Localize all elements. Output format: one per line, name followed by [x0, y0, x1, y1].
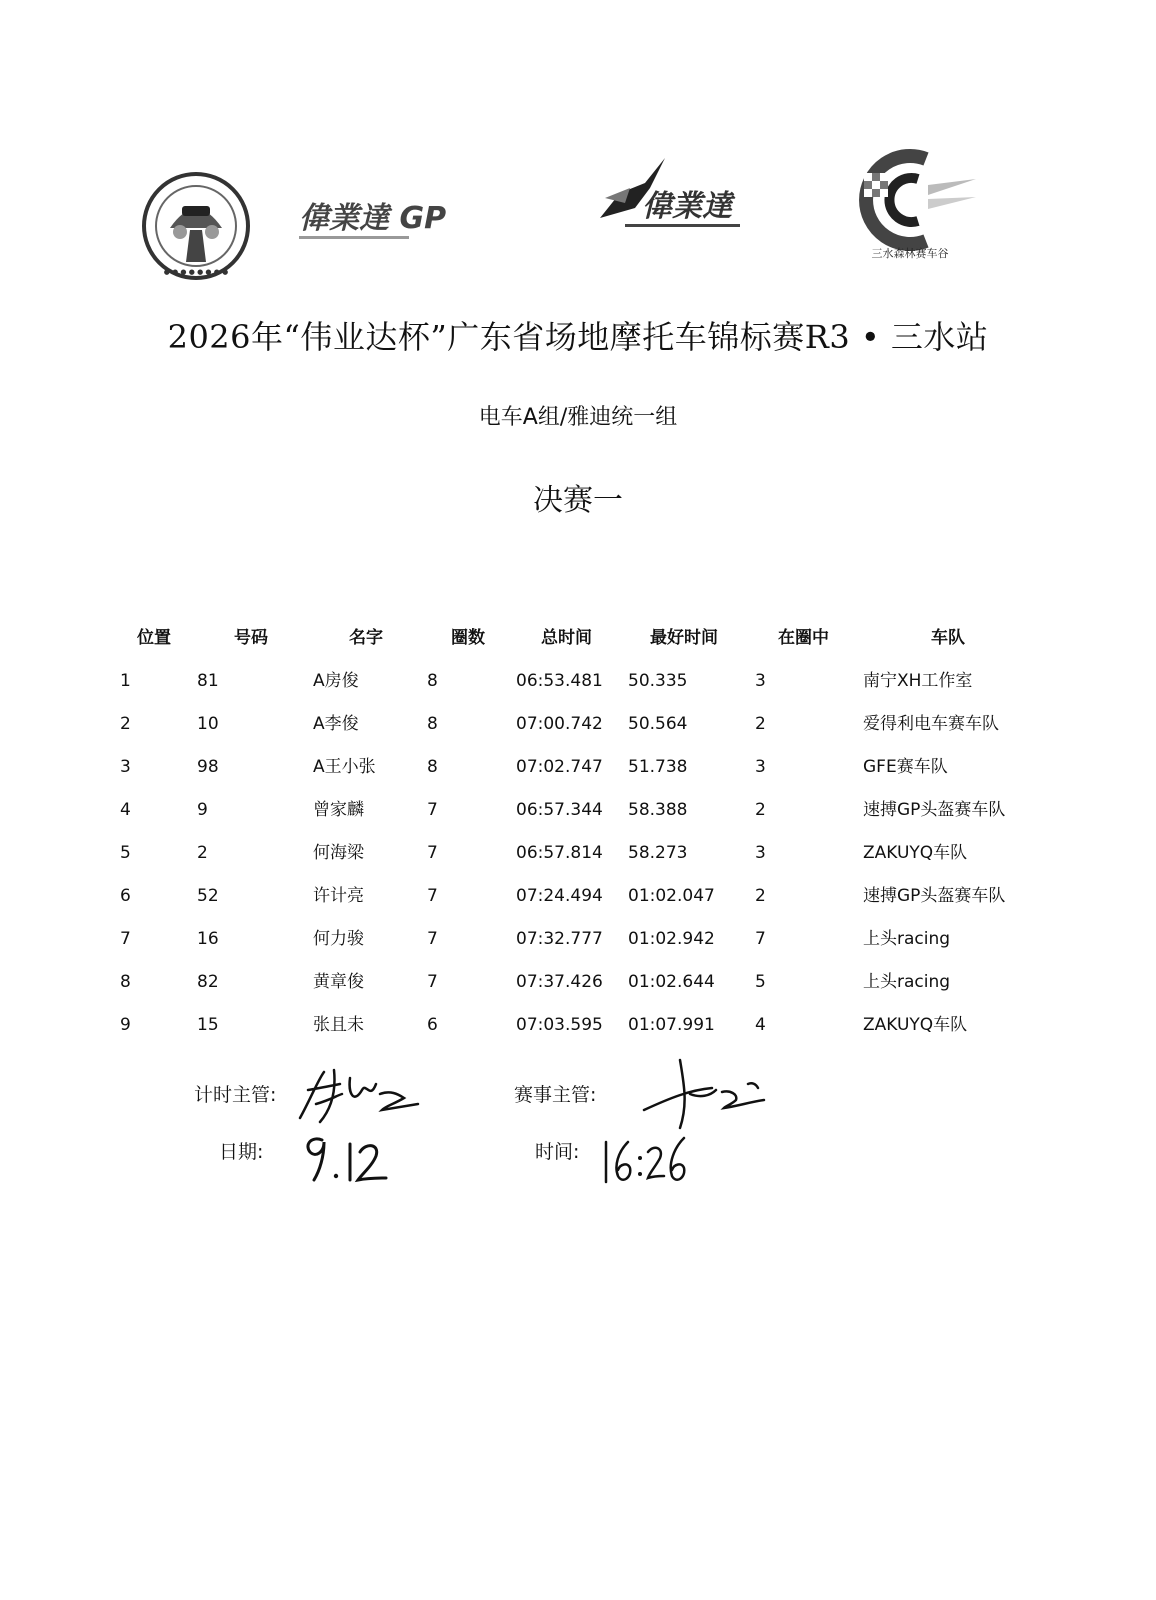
- cell-best-lap: 3: [755, 671, 766, 691]
- cell-position: 4: [120, 800, 131, 820]
- cell-best-lap: 2: [755, 800, 766, 820]
- cell-total-time: 07:02.747: [516, 757, 603, 777]
- cell-best-lap: 2: [755, 714, 766, 734]
- page-title: 2026年“伟业达杯”广东省场地摩托车锦标赛R3 • 三水站: [167, 318, 989, 356]
- date-handwritten: [298, 1126, 390, 1186]
- table-body: [0, 663, 1156, 1050]
- time-value: 16:26: [598, 1132, 601, 1133]
- cell-position: 1: [120, 671, 131, 691]
- cell-number: 98: [197, 757, 219, 777]
- cell-team: 上头racing: [863, 929, 951, 949]
- cell-number: 82: [197, 972, 219, 992]
- cell-rider-name: 曾家麟: [313, 800, 364, 820]
- cell-total-time: 06:57.814: [516, 843, 603, 863]
- col-header-team: 车队: [931, 628, 965, 648]
- cell-position: 9: [120, 1015, 131, 1035]
- table-row: [0, 663, 1156, 706]
- cell-total-time: 06:53.481: [516, 671, 603, 691]
- timing-supervisor-signature: [290, 1060, 425, 1130]
- table-row: [0, 921, 1156, 964]
- cell-best-lap: 3: [755, 843, 766, 863]
- cell-position: 5: [120, 843, 131, 863]
- cell-laps: 8: [427, 757, 438, 777]
- table-row: [0, 1007, 1156, 1050]
- cell-total-time: 07:32.777: [516, 929, 603, 949]
- cell-best-lap: 5: [755, 972, 766, 992]
- cell-rider-name: A王小张: [313, 757, 376, 777]
- weiyeda-gp-logo: [295, 192, 550, 252]
- sanshui-circuit-logo-text: 三水森林赛车谷: [871, 247, 949, 260]
- cell-best-time: 01:07.991: [628, 1015, 715, 1035]
- cell-number: 81: [197, 671, 219, 691]
- race-supervisor-label: 赛事主管:: [514, 1084, 597, 1106]
- cell-number: 52: [197, 886, 219, 906]
- cell-best-time: 01:02.942: [628, 929, 715, 949]
- cell-number: 9: [197, 800, 208, 820]
- cell-team: 速搏GP头盔赛车队: [863, 886, 1006, 906]
- cell-rider-name: 黄章俊: [313, 972, 364, 992]
- svg-text:● ● ● ● ● ● ● ●: ● ● ● ● ● ● ● ●: [163, 268, 229, 276]
- cell-rider-name: 何力骏: [313, 929, 364, 949]
- cell-rider-name: 许计亮: [313, 886, 364, 906]
- cell-rider-name: A房俊: [313, 671, 359, 691]
- cell-position: 3: [120, 757, 131, 777]
- cell-best-lap: 3: [755, 757, 766, 777]
- weiyeda-tiger-logo-text: 偉業達: [642, 189, 732, 224]
- col-header-name: 名字: [349, 628, 383, 648]
- time-handwritten: [598, 1132, 693, 1187]
- logo-strip: [0, 140, 1156, 276]
- cell-laps: 7: [427, 800, 438, 820]
- time-label: 时间:: [535, 1141, 580, 1163]
- results-table: [0, 620, 1156, 1050]
- cell-laps: 7: [427, 929, 438, 949]
- cell-team: 爱得利电车赛车队: [863, 714, 999, 734]
- cell-team: ZAKUYQ车队: [863, 843, 968, 863]
- cell-position: 6: [120, 886, 131, 906]
- cell-total-time: 07:00.742: [516, 714, 603, 734]
- col-header-best-lap: 在圈中: [778, 628, 829, 648]
- cell-position: 7: [120, 929, 131, 949]
- cell-position: 2: [120, 714, 131, 734]
- weiyeda-tiger-logo: [590, 158, 755, 238]
- col-header-laps: 圈数: [451, 628, 485, 648]
- cell-laps: 7: [427, 972, 438, 992]
- cell-number: 2: [197, 843, 208, 863]
- table-row: [0, 835, 1156, 878]
- cell-laps: 8: [427, 671, 438, 691]
- cell-best-lap: 4: [755, 1015, 766, 1035]
- cell-total-time: 06:57.344: [516, 800, 603, 820]
- table-row: [0, 749, 1156, 792]
- cell-total-time: 07:24.494: [516, 886, 603, 906]
- cell-best-time: 51.738: [628, 757, 688, 777]
- table-row: [0, 964, 1156, 1007]
- cell-best-time: 01:02.047: [628, 886, 715, 906]
- class-subtitle: 电车A组/雅迪统一组: [478, 405, 678, 430]
- cell-best-lap: 2: [755, 886, 766, 906]
- round-title: 决赛一: [533, 483, 623, 518]
- cell-number: 15: [197, 1015, 219, 1035]
- cell-laps: 7: [427, 843, 438, 863]
- cell-best-time: 01:02.644: [628, 972, 715, 992]
- table-row: [0, 706, 1156, 749]
- cell-team: GFE赛车队: [863, 757, 948, 777]
- cell-best-time: 50.335: [628, 671, 688, 691]
- cell-team: ZAKUYQ车队: [863, 1015, 968, 1035]
- cell-best-time: 50.564: [628, 714, 688, 734]
- cell-laps: 8: [427, 714, 438, 734]
- cell-laps: 6: [427, 1015, 438, 1035]
- cell-rider-name: 何海梁: [313, 843, 364, 863]
- cell-best-time: 58.388: [628, 800, 688, 820]
- cell-number: 10: [197, 714, 219, 734]
- association-seal-logo: [140, 170, 252, 282]
- col-header-position: 位置: [137, 628, 171, 648]
- col-header-total-time: 总时间: [541, 628, 592, 648]
- cell-team: 南宁XH工作室: [863, 671, 973, 691]
- cell-rider-name: 张且未: [313, 1015, 364, 1035]
- cell-rider-name: A李俊: [313, 714, 359, 734]
- cell-total-time: 07:03.595: [516, 1015, 603, 1035]
- cell-position: 8: [120, 972, 131, 992]
- timing-supervisor-label: 计时主管:: [194, 1084, 277, 1106]
- weiyeda-gp-logo-text: 偉業達 GP: [299, 201, 447, 236]
- cell-team: 上头racing: [863, 972, 951, 992]
- table-row: [0, 792, 1156, 835]
- date-label: 日期:: [219, 1141, 264, 1163]
- cell-laps: 7: [427, 886, 438, 906]
- cell-best-lap: 7: [755, 929, 766, 949]
- cell-total-time: 07:37.426: [516, 972, 603, 992]
- sanshui-circuit-logo: [848, 145, 983, 263]
- race-supervisor-signature: [640, 1054, 770, 1134]
- date-value: 9.12: [298, 1126, 301, 1127]
- cell-number: 16: [197, 929, 219, 949]
- cell-best-time: 58.273: [628, 843, 688, 863]
- col-header-best-time: 最好时间: [650, 628, 718, 648]
- cell-team: 速搏GP头盔赛车队: [863, 800, 1006, 820]
- table-row: [0, 878, 1156, 921]
- table-header: [0, 620, 1156, 663]
- col-header-number: 号码: [234, 628, 268, 648]
